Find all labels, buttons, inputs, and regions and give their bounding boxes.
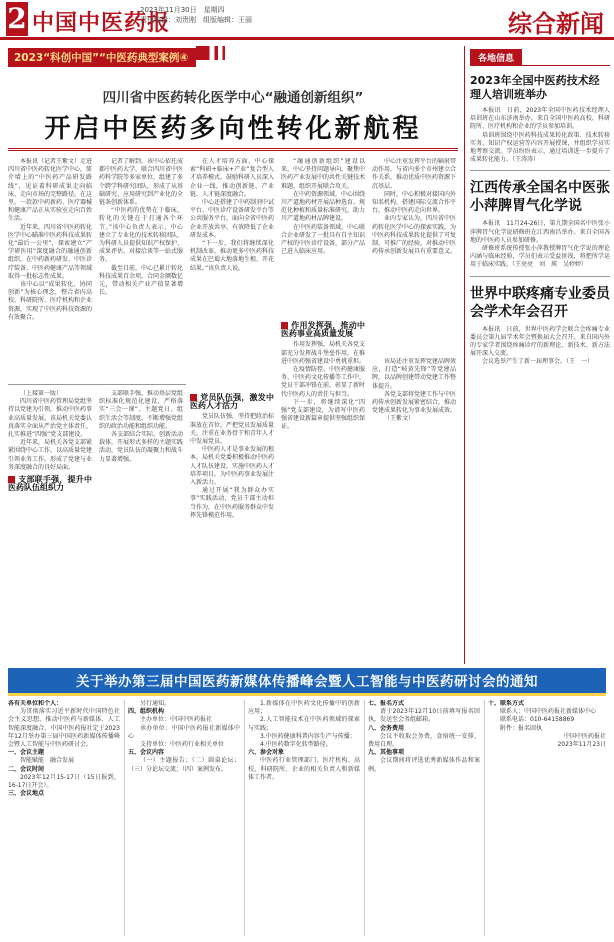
paragraph: 联系人：中国中医药报社新媒体中心 bbox=[500, 708, 597, 716]
notice-column-3 bbox=[248, 700, 360, 938]
headline-rule bbox=[8, 148, 458, 151]
lower-column-1 bbox=[8, 390, 92, 706]
notice-heading: 十、联系方式 bbox=[488, 700, 525, 707]
lead-column-1 bbox=[8, 158, 92, 322]
series-banner-tail bbox=[196, 46, 230, 60]
paragraph: “下一步，我们将继续深化机制改革，推动更多中医药科技成果在巴蜀大地落地生根、开花结果。”该负责人说。 bbox=[190, 240, 274, 272]
paragraph: 3.中医药健康科普内容生产与传播； bbox=[260, 732, 356, 740]
section-title: 综合新闻 bbox=[508, 9, 604, 38]
paragraph: 为贯彻落实习近平新时代中国特色社会主义思想，推动中医药与新媒体、人工智能深度融合，中国中医药报社定于2023年12月举办第三届中国医药新媒体传播峰会暨人工智能与中医药研讨会。 bbox=[8, 708, 120, 749]
paragraph: 在疫情防控、中医药健康服务、中医药文化传播等工作中，党员干部冲锋在前，彰显了新时代中医药人的责任与担当。 bbox=[281, 366, 365, 398]
paragraph: 2023年12月15-17日（15日报到，16-17日开会）。 bbox=[8, 773, 120, 790]
paragraph: 会议不收取会务费，食宿统一安排，费用自理。 bbox=[368, 732, 480, 749]
subheading-c bbox=[281, 322, 365, 338]
story2-title: 江西传承全国名中医张小萍脾胃气化学说 bbox=[470, 180, 610, 215]
paragraph: 联系电话：010-64158869 bbox=[500, 716, 575, 724]
paragraph: 各党支部将党建工作与中医药传承创新发展紧密结合，推动党建成果转化为事业发展成效。 bbox=[372, 390, 456, 415]
paragraph: 研修班系统传授张小萍教授脾胃气化学说的理论内涵与临床经验，学员们表示受益匪浅，将把所学运用于临床实践。（王亮亮 刘 瑛 吴婷婷） bbox=[470, 245, 610, 269]
paragraph: （王紫文） bbox=[384, 415, 415, 423]
paragraph: 附件：报名回执 bbox=[500, 724, 543, 732]
notice-column-1 bbox=[8, 700, 120, 938]
lead-story bbox=[8, 46, 458, 519]
column-divider bbox=[464, 46, 465, 664]
story2-body bbox=[470, 220, 610, 269]
heading-marker bbox=[281, 322, 288, 329]
paragraph: 各支部结合实际，创新活动载体，开展形式多样的主题实践活动，党员队伍的凝聚力和战斗力显著增强。 bbox=[99, 431, 183, 463]
paragraph: 在中医药装备领域，中心联合企业研发了一批具有自主知识产权的中医诊疗设备，部分产品已进入临床应用。 bbox=[281, 223, 365, 256]
paragraph: 截至目前，中心已累计转化科技成果百余项，合同金额数亿元，带动相关产业产值显著增长。 bbox=[99, 264, 183, 297]
paragraph: 业内专家认为，四川省中医药转化医学中心的探索实践，为中医药科技成果转化提供了可复制、可推广的经验，对推动中医药传承创新发展具有重要意义。 bbox=[372, 215, 456, 256]
series-tag bbox=[8, 46, 458, 67]
notice-heading: 三、会议地点 bbox=[8, 790, 45, 798]
paragraph: 1.新媒体在中医药文化传播中的创新应用； bbox=[248, 700, 360, 716]
story3-body bbox=[470, 326, 610, 367]
paragraph: 会议期间将评选优秀新媒体作品和案例。 bbox=[368, 757, 480, 773]
paragraph: 4.中医药数字化转型路径。 bbox=[260, 741, 332, 749]
notice-heading: 九、其他事项 bbox=[368, 749, 405, 757]
notice-heading: 七、报名方式 bbox=[368, 700, 405, 707]
paragraph: 中心注重发挥平台的辐射带动作用，与省内多个市州建立合作关系，推动优质中医药资源下沉基层。 bbox=[372, 158, 456, 190]
lead-body bbox=[8, 158, 458, 708]
story1-title: 2023年全国中医药技术经理人培训班举办 bbox=[470, 74, 600, 101]
paragraph: 请于2023年12月10日前填写报名回执，发送至会务组邮箱。 bbox=[368, 708, 480, 724]
page-number: 2 bbox=[7, 2, 27, 35]
issue-meta bbox=[140, 5, 252, 25]
subheading-c-text: 作用发挥强，推动中医药事业高质量发展 bbox=[281, 321, 365, 339]
paragraph: 智能赋能 融合发展 bbox=[20, 757, 75, 765]
paragraph: 承办单位：中国中医药报社新媒体中心 bbox=[128, 724, 240, 740]
paragraph: （上接第一版） bbox=[20, 390, 63, 397]
banner-stripe bbox=[8, 693, 606, 696]
paragraph: 该局还注重发挥党建品牌效应，打造“岐黄先锋”等党建品牌，以品牌创建带动党建工作整体提升。 bbox=[372, 358, 456, 390]
paragraph: 通过开展“我为群众办实事”实践活动，党员干部主动担当作为，在中医药服务群众中发挥先锋模范作用。 bbox=[190, 487, 274, 519]
subheading-a bbox=[8, 476, 92, 492]
series-banner: 2023“科创中国”“中医药典型案例④ bbox=[8, 48, 196, 67]
lead-column-2 bbox=[99, 158, 183, 297]
section-rule bbox=[8, 384, 186, 385]
lower-column-4 bbox=[281, 318, 365, 706]
column-rule bbox=[244, 700, 245, 936]
paragraph: 培训班围绕中医药科技成果转化政策、技术转移实务、知识产权运营等内容开展授课，并组织学员实地考察交流。学员纷纷表示，通过培训进一步提升了成果转化能力。（王涛涛） bbox=[470, 131, 610, 164]
subheading-b-text: 党员队伍强，激发中医药人才活力 bbox=[190, 393, 274, 411]
story-separator bbox=[470, 170, 610, 171]
paragraph: 另行通知。 bbox=[140, 700, 171, 707]
paragraph: 会议选举产生了新一届理事会。（王 一） bbox=[482, 358, 594, 366]
editors-line: 责任编辑：刘贵刚 组版编辑：王丽 bbox=[140, 16, 252, 24]
news-sidebar bbox=[470, 46, 610, 367]
paragraph: 中心还搭建了中药制剂中试平台、中医诊疗设备研发平台等公共服务平台，面向全省中医药企业开放共享，有效降低了企业研发成本。 bbox=[190, 199, 274, 239]
notice-heading: 五、会议内容 bbox=[128, 749, 165, 757]
paragraph: “中医药的优势在于临床，转化的关键在于打通各个环节。”该中心负责人表示，中心建立了专业化的技术转移团队，为科研人员提供知识产权保护、成果评估、对接洽谈等一站式服务。 bbox=[99, 207, 183, 264]
notice-heading: 四、组织机构 bbox=[128, 708, 165, 716]
sidebar-tab: 各地信息 bbox=[470, 49, 522, 66]
notice-heading: 六、参会对象 bbox=[248, 749, 285, 757]
paragraph: （一）主题报告；（二）圆桌论坛；（三）分论坛交流；（四）案例发布。 bbox=[128, 757, 240, 773]
masthead bbox=[0, 0, 614, 40]
paragraph: “融通创新组织”建设以来，中心坚持问题导向，聚焦中医药产业发展中的共性关键技术难题，组织开展联合攻关。 bbox=[281, 158, 365, 190]
paragraph: 作用发挥强，局机关各党支部充分发挥战斗堡垒作用，在推进中医药强省建设中勇挑重担。 bbox=[281, 341, 365, 365]
lead-subtitle: 四川省中医药转化医学中心“融通创新组织” bbox=[102, 90, 364, 106]
subheading-a-text: 支部联手强，提升中医药队伍组织力 bbox=[8, 475, 92, 493]
paragraph: 在人才培养方面，中心探索“科研+临床+产业”复合型人才培养模式，鼓励科研人员深入企业一线，推动创新链、产业链、人才链深度融合。 bbox=[190, 158, 274, 198]
notice-section bbox=[0, 668, 614, 942]
newspaper-name: 中国中医药报 bbox=[32, 10, 171, 36]
column-rule bbox=[364, 700, 365, 936]
notice-date: 2023年11月23日 bbox=[557, 741, 606, 749]
lead-column-5 bbox=[372, 158, 456, 256]
lead-column-3 bbox=[190, 158, 274, 273]
paragraph: 主办单位：中国中医药报社 bbox=[140, 716, 213, 724]
column-rule bbox=[124, 700, 125, 936]
paragraph: 记者了解到，该中心依托成都中医药大学，联合四川省中医药科学院等多家单位，组建了多个跨学科研究团队，形成了从基础研究、应用研究到产业化的全链条创新体系。 bbox=[99, 158, 183, 207]
notice-heading: 八、会务费用 bbox=[368, 724, 405, 732]
paragraph: 支持单位：中医药行业相关单位 bbox=[140, 741, 225, 749]
column-rule bbox=[484, 700, 485, 936]
paragraph: 中医药行业管理部门、医疗机构、高校、科研院所、企业的相关负责人和新媒体工作者。 bbox=[248, 757, 360, 781]
paragraph: 党员队伍强，坚持把政治标准放在首位，严把党员发展质量关，注重在业务骨干和青年人才中发展党员。 bbox=[190, 413, 274, 446]
paragraph: 该中心以“成果转化、协同创新”为核心理念，整合省内高校、科研院所、医疗机构和企业资源，实现了中医药科技资源的有效聚合。 bbox=[8, 281, 92, 321]
notice-signature: 中国中医药报社 bbox=[563, 732, 606, 740]
paragraph: 中医药人才是事业发展的根本，局机关党委积极推动中医药人才队伍建设，实施中医药人才培养项目，为中医药事业发展注入新活力。 bbox=[190, 446, 274, 487]
notice-column-4 bbox=[368, 700, 480, 938]
notice-salutation: 各有关单位和个人： bbox=[8, 700, 63, 707]
paragraph: 支部联手强，推动基层党组织标准化规范化建设，严格落实“三会一课”、主题党日、组织生活会等制度，不断增强党组织的政治功能和组织功能。 bbox=[99, 390, 183, 430]
paragraph: 在中药资源领域，中心围绕川产道地药材开展品种选育、规范化种植和质量标准研究，助力川产道地药材品牌建设。 bbox=[281, 190, 365, 223]
story1-body bbox=[470, 107, 610, 164]
notice-column-2 bbox=[128, 700, 240, 938]
notice-column-5 bbox=[488, 700, 606, 938]
notice-banner bbox=[8, 668, 606, 696]
issue-weekday: 星期四 bbox=[203, 6, 225, 14]
issue-date: 2023年11月30日 bbox=[140, 6, 197, 14]
paragraph: 同时，中心积极对接国内外知名机构，搭建国际交流合作平台，推动中医药走向世界。 bbox=[372, 190, 456, 215]
paragraph: 本报讯 日前，2023年全国中医药技术经理人培训班在山东济南举办。来自全国中医药高校、科研院所、医疗机构和企业的学员参加培训。 bbox=[470, 107, 610, 131]
story3-title: 世界中联疼痛专业委员会学术年会召开 bbox=[470, 285, 610, 320]
lower-column-3 bbox=[190, 390, 274, 706]
paragraph: 本报讯 日前，世界中医药学会联合会疼痛专业委员会第九届学术年会暨换届大会召开。来自国内外的专家学者围绕疼痛诊疗的新理论、新技术、新方法展开深入交流。 bbox=[470, 325, 610, 358]
notice-title: 关于举办第三届中国医药新媒体传播峰会暨人工智能与中医药研讨会的通知 bbox=[76, 674, 538, 690]
notice-heading: 二、会议时间 bbox=[8, 765, 45, 773]
lower-column-2 bbox=[99, 390, 183, 706]
paragraph: 近年来，局机关各党支部紧紧围绕中心工作，以高质量党建引领业务工作，形成了党建与业务深度融合的良好局面。 bbox=[8, 439, 92, 471]
subheading-b bbox=[190, 394, 274, 410]
paragraph: 本报讯（记者王紫文）走进四川省中医药转化医学中心，简介墙上的“中医药产品研发路线”，见证着科研成果走向临床、走向市场的完整路径。在这里，一款款中药新药、医疗器械和健康产品正从实验室走向百姓生活。 bbox=[8, 158, 92, 223]
paragraph: 近年来，四川省中医药转化医学中心瞄准中医药科技成果转化“最后一公里”，探索建立“产学研医用”深度融合的融通创新组织，在中药新药研发、中医诊疗装备、中医药健康产品等领域取得一批标志性成果。 bbox=[8, 223, 92, 280]
paragraph: 2.人工智能技术在中医药领域的探索与实践； bbox=[248, 716, 360, 732]
notice-heading: 一、会议主题 bbox=[8, 749, 45, 757]
paragraph: 本报讯 11月24-26日，第九期全国名中医张小萍脾胃气化学说研修班在江西南昌举办。来自全国各地的中医药人员参加研修。 bbox=[470, 220, 610, 244]
heading-marker bbox=[8, 476, 15, 483]
paragraph: 四川省中医药管理局党组坚持以党建为引领，推动中医药事业高质量发展。该局机关党委认真落实全面从严治党主体责任，扎实推进“四强”党支部建设。 bbox=[8, 398, 92, 439]
story-separator bbox=[470, 276, 610, 277]
heading-marker bbox=[190, 394, 197, 401]
lower-column-5 bbox=[372, 358, 456, 706]
paragraph: 下一步，将继续深化“四强”党支部建设，为谱写中医药强省建设新篇章提供坚强组织保证。 bbox=[281, 398, 365, 431]
lead-headline: 开启中医药多向性转化新航程 bbox=[44, 114, 422, 144]
